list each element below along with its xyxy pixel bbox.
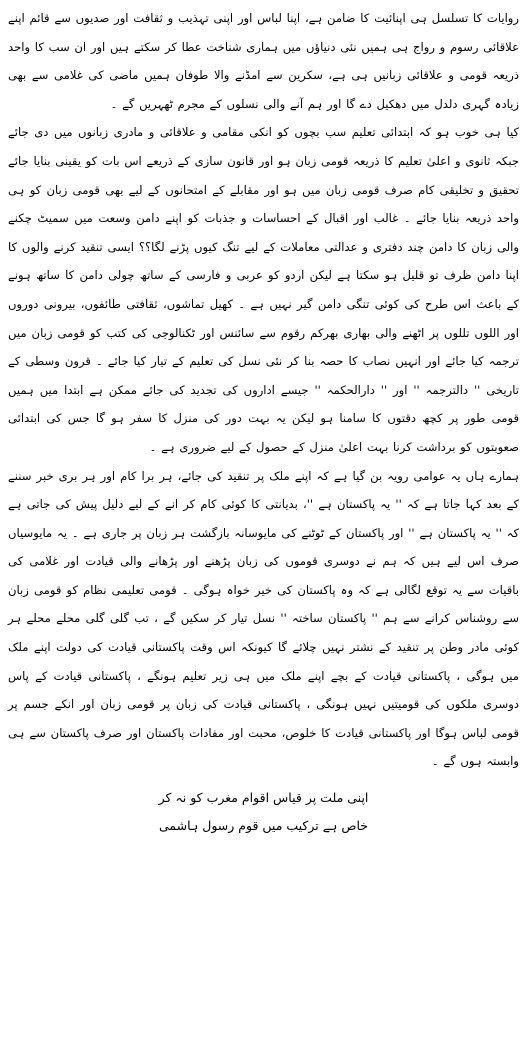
- paragraph-education-in-national-language: کیا ہی خوب ہو کہ ابتدائی تعلیم سب بچوں کو انکی مقامی و علاقائی و مادری زبانوں میں دی جائے جبکہ ثانوی و اعلیٰ تعلیم کا ذریعہ قومی زبان ہو اور قانون سازی کے ذریعے اس بات کو یقینی بنایا جائے تحقیق و تخلیقی کام صرف قومی زبان میں ہو اور مقابلے کے امتحانوں کے لیے بھی قومی زبان کو ہی واحد ذریعہ بنایا جائے ۔ غالب اور اقبال کے احساسات و جذبات کو اپنے دامن وسعت میں سمیٹ چکنے والی زبان کا دامن چند دفتری و عدالتی معاملات کے لیے تنگ کیوں پڑنے لگا؟؟ ایسی تنقید کرنے والوں کا اپنا دامن ظرف تو قلیل ہو سکتا ہے لیکن اردو کو عربی و فارسی کے ساتھ چولی دامن کا ساتھ ہونے کے باعث اس طرح کی کوئی تنگی دامن گیر نہیں ہے ۔ کھیل تماشوں، ثقافتی طائفوں، بیرونی دوروں اور اللوں تللوں پر اٹھنے والی بھاری بھرکم رقوم سے سائنس اور ٹکنالوجی کی کتب کو قومی زبان میں ترجمہ کیا جائے اور انہیں نصاب کا حصہ بنا کر نئی نسل کی تعلیم کے تیار کیا جائے ۔ قرون وسطی کے تاریخی '' دالترجمہ '' اور '' دارالحکمہ '' جیسے اداروں کی تجدید کی جائے ممکن ہے ابتدا میں ہمیں قومی طور پر کچھ دقتوں کا سامنا ہو لیکن یہ بہت دور کی منزل کا سفر ہو گا جس کی ابتدائی صعوبتوں کو برداشت کرنا بہت اعلیٰ منزل کے حصول کے لیے ضروری ہے ۔: [8, 125, 519, 454]
- verse-line-2: خاص ہے ترکیب میں قوم رسول ہاشمی: [159, 818, 368, 834]
- closing-verse: [8, 784, 519, 840]
- verse-line-1: اپنی ملت پر قیاس اقوام مغرب کو نہ کر: [158, 790, 369, 806]
- paragraph-public-attitude-and-leadership: ہمارے ہاں یہ عوامی رویہ بن گیا ہے کہ اپنے ملک پر تنقید کی جائے، ہر برا کام اور ہر بری خبر سننے کے بعد کہا جاتا ہے کہ '' یہ پاکستان ہے ''، بدیانتی کا کوئی کام کر انے کے لیے دلیل پیش کی جاتی ہے کہ '' یہ پاکستان ہے '' اور پاکستان کے ٹوٹنے کی مایوسانہ بازگشت ہر زبان پر جاری ہے ۔ یہ مایوسیاں صرف اس لیے ہیں کہ ہم نے دوسری قوموں کی زبان پڑھنے اور پڑھانے والی قیادت اور غلامی کی باقیات سے یہ توقع لگالی ہے کہ وہ پاکستان کی خیر خواہ ہوگی ۔ قومی تعلیمی نظام کو قومی زبان سے روشناس کرانے سے ہم '' پاکستان ساختہ '' نسل تیار کر سکیں گے ، تب گلی گلی محلے محلے ہر کوئی مادر وطن پر تنقید کے نشتر نہیں چلائے گا کیونکہ اس وقت پاکستانی قیادت کی دولت اپنے ملک میں ہوگی ، پاکستانی قیادت کے بچے اپنے ملک میں ہی زیر تعلیم ہونگے ، پاکستانی قیادت کے پاس دوسری ملکوں کی قومیتیں نہیں ہونگی ، پاکستانی قیادت کی زبان پر قومی زبان اور انکے جسم پر قومی لباس ہوگا اور پاکستانی قیادت کا خلوص، محبت اور مفادات پاکستان اور صرف پاکستان سے ہی وابستہ ہوں گے ۔: [8, 468, 519, 769]
- paragraph-culture-and-language: روایات کا تسلسل ہی اپنائیت کا ضامن ہے، اپنا لباس اور اپنی تہذیب و ثقافت اور صدیوں سے قائم اپنے علاقائی رسوم و رواج ہی ہمیں نئی دنیاؤں میں ہماری شناخت عطا کر سکتے ہیں اور ان سب کا واحد ذریعہ قومی و علاقائی زبانیں ہی ہے، سکرین سے امڈنے والا طوفان ہمیں ماضی کی غلامی سے بھی زیادہ گہری دلدل میں دھکیل دے گا اور ہم آنے والی نسلوں کے مجرم ٹھہریں گے ۔: [8, 11, 519, 111]
